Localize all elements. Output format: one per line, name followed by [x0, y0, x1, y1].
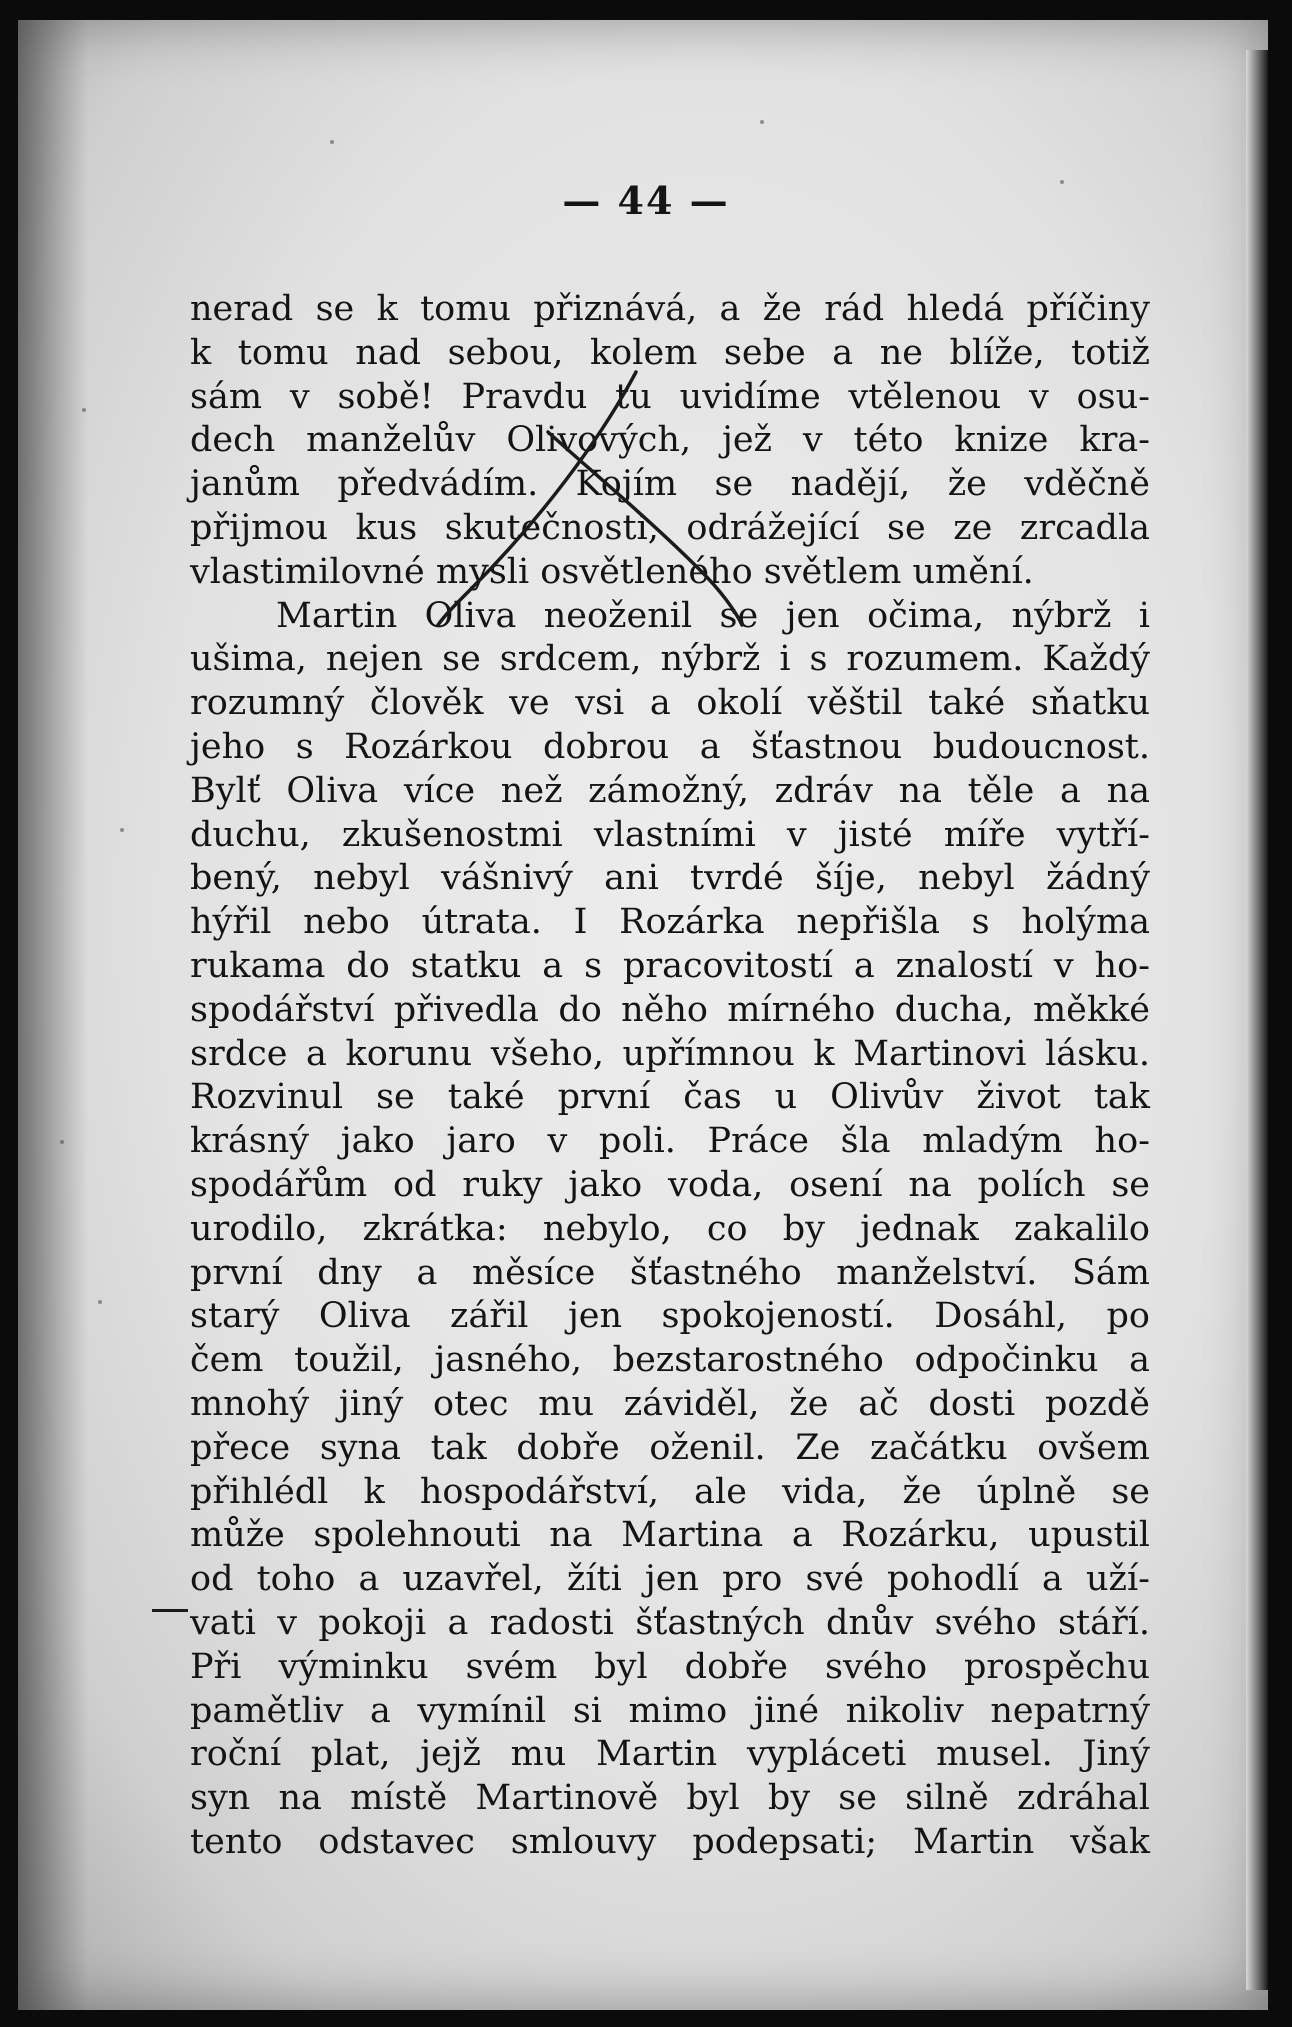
text-line: starý Oliva zářil jen spokojeností. Dosáhl, po: [190, 1296, 1150, 1337]
speck: [120, 828, 124, 832]
text-line: první dny a měsíce šťastného manželství. Sám: [190, 1252, 1150, 1293]
text-line: roční plat, jejž mu Martin vypláceti musel. Jiný: [190, 1734, 1150, 1775]
speck: [98, 1300, 102, 1304]
text-line: přijmou kus skutečnosti, odrážející se ze zrcadla: [190, 507, 1150, 548]
text-line: janům předvádím. Kojím se nadějí, že vděčně: [190, 464, 1150, 505]
text-line: spodářství přivedla do něho mírného ducha, měkké: [190, 989, 1150, 1030]
speck: [760, 120, 764, 124]
speck: [60, 1140, 64, 1144]
text-line: bený, nebyl vášnivý ani tvrdé šíje, nebyl žádný: [190, 858, 1150, 899]
text-line: Při výminku svém byl dobře svého prospěchu: [190, 1646, 1150, 1687]
paragraph-start-line: Martin Oliva neoženil se jen očima, nýbrž i: [276, 595, 1150, 636]
text-line: dech manželův Olivových, jež v této knize kra-: [190, 420, 1150, 461]
text-line: přihlédl k hospodářství, ale vida, že úplně se: [190, 1471, 1150, 1512]
speck: [82, 408, 86, 412]
body-text: [190, 288, 1150, 1865]
text-line: Bylť Oliva více než zámožný, zdráv na těle a na: [190, 770, 1150, 811]
text-line: rukama do statku a s pracovitostí a znalostí v ho-: [190, 945, 1150, 986]
text-line: čem toužil, jasného, bezstarostného odpočinku a: [190, 1340, 1150, 1381]
text-line: krásný jako jaro v poli. Práce šla mladým ho-: [190, 1121, 1150, 1162]
text-line: sám v sobě! Pravdu tu uvidíme vtělenou v osu-: [190, 376, 1150, 417]
text-line: ušima, nejen se srdcem, nýbrž i s rozumem. Každý: [190, 639, 1150, 680]
text-line: rozumný člověk ve vsi a okolí věštil také sňatku: [190, 683, 1150, 724]
text-line: od toho a uzavřel, žíti jen pro své pohodlí a uží-: [190, 1559, 1150, 1600]
page-edge: [1246, 50, 1268, 1990]
text-line: mnohý jiný otec mu záviděl, že ač dosti pozdě: [190, 1383, 1150, 1424]
text-line: srdce a korunu všeho, upřímnou k Martinovi lásku.: [190, 1033, 1150, 1074]
text-line: pamětliv a vymínil si mimo jiné nikoliv nepatrný: [190, 1690, 1150, 1731]
text-line: přece syna tak dobře oženil. Ze začátku ovšem: [190, 1427, 1150, 1468]
text-line: jeho s Rozárkou dobrou a šťastnou budoucnost.: [190, 726, 1150, 767]
margin-dash-mark: [152, 1609, 188, 1612]
text-line: urodilo, zkrátka: nebylo, co by jednak zakalilo: [190, 1208, 1150, 1249]
text-line: hýřil nebo útrata. I Rozárka nepřišla s holýma: [190, 902, 1150, 943]
text-line: syn na místě Martinově byl by se silně zdráhal: [190, 1778, 1150, 1819]
text-line: může spolehnouti na Martina a Rozárku, upustil: [190, 1515, 1150, 1556]
text-line: spodářům od ruky jako voda, osení na polích se: [190, 1164, 1150, 1205]
text-line: k tomu nad sebou, kolem sebe a ne blíže, totiž: [190, 332, 1150, 373]
page-number: — 44 —: [562, 178, 730, 223]
gutter-shadow: [18, 20, 88, 2010]
text-line: nerad se k tomu přiznává, a že rád hledá příčiny: [190, 289, 1150, 329]
text-line: Rozvinul se také první čas u Olivův život tak: [190, 1077, 1150, 1118]
text-line: tento odstavec smlouvy podepsati; Martin však: [190, 1821, 1150, 1862]
text-line: vlastimilovné mysli osvětleného světlem umění.: [190, 551, 1034, 592]
speck: [330, 140, 334, 144]
speck: [1060, 180, 1064, 184]
text-line: duchu, zkušenostmi vlastními v jisté míře vytří-: [190, 814, 1150, 855]
text-line: vati v pokoji a radosti šťastných dnův svého stáří.: [190, 1602, 1150, 1643]
